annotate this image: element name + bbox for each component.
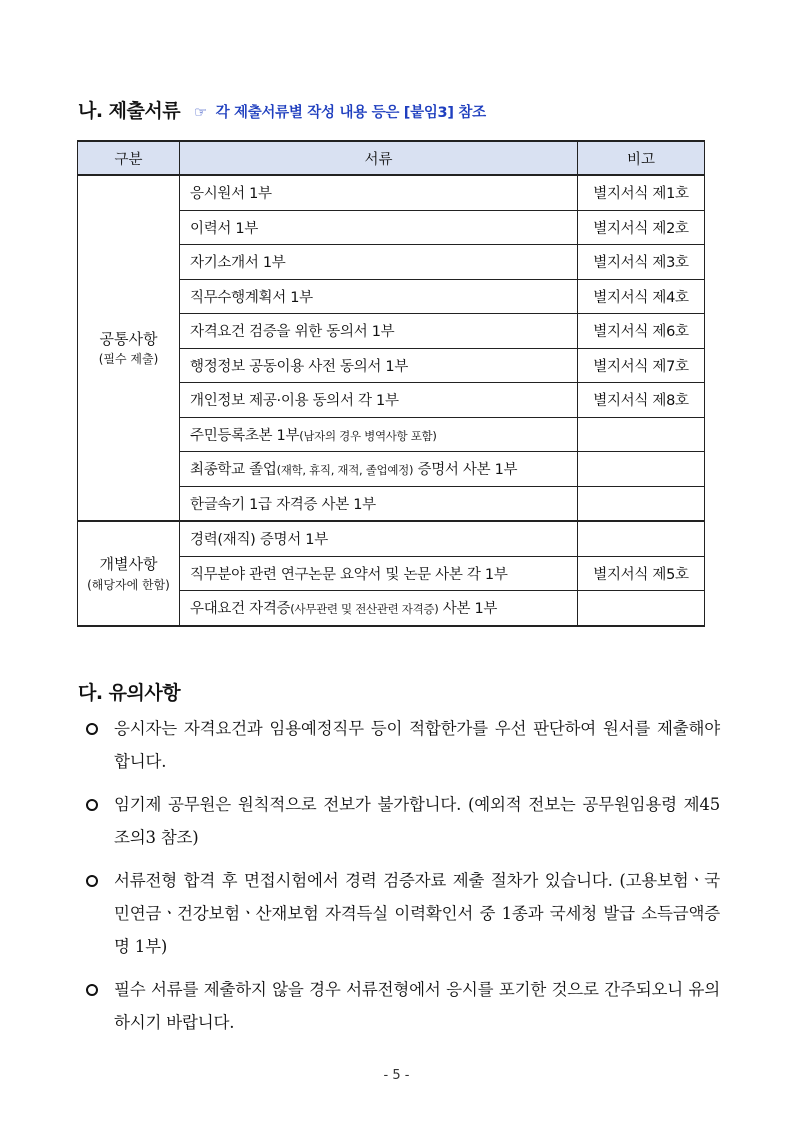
page-number: - 5 - (383, 1068, 410, 1083)
document-name: 직무수행계획서 1부 (190, 289, 313, 306)
document-cell (180, 486, 578, 521)
circle-bullet-icon (86, 723, 98, 735)
remark-cell: 별지서식 제6호 (578, 314, 705, 349)
document-name: 자격요건 검증을 위한 동의서 1부 (190, 324, 395, 341)
list-item (84, 973, 720, 1039)
table-row (78, 521, 705, 556)
list-item (84, 712, 720, 778)
document-cell (180, 383, 578, 418)
notes-list (84, 712, 720, 1049)
circle-bullet-icon (86, 984, 98, 996)
table-row (78, 175, 705, 210)
document-name: 직무분야 관련 연구논문 요약서 및 논문 사본 각 1부 (190, 566, 508, 583)
category-sublabel: (필수 제출) (98, 352, 159, 367)
category-label: 공통사항 (99, 329, 158, 348)
header-document: 서류 (180, 141, 578, 175)
document-cell (180, 210, 578, 245)
remark-cell: 별지서식 제4호 (578, 279, 705, 314)
document-cell (180, 175, 578, 210)
remark-cell: 별지서식 제8호 (578, 383, 705, 418)
document-name: 자기소개서 1부 (190, 255, 286, 272)
document-cell (180, 348, 578, 383)
header-remark: 비고 (578, 141, 705, 175)
document-name: 응시원서 1부 (190, 186, 272, 203)
header-category: 구분 (78, 141, 180, 175)
remark-cell: 별지서식 제1호 (578, 175, 705, 210)
remark-cell: 별지서식 제3호 (578, 245, 705, 280)
document-note: (사무관련 및 전산관련 자격증) (290, 602, 439, 617)
section-na-header (78, 96, 486, 123)
document-name: 행정정보 공동이용 사전 동의서 1부 (190, 358, 409, 375)
category-sublabel: (해당자에 한함) (87, 577, 170, 592)
remark-cell (578, 521, 705, 556)
document-cell (180, 556, 578, 591)
document-name-tail: 사본 1부 (438, 601, 498, 618)
document-cell (180, 521, 578, 556)
note-text: 필수 서류를 제출하지 않을 경우 서류전형에서 응시를 포기한 것으로 간주되오니 유의하시기 바랍니다. (114, 980, 720, 1032)
document-name: 이력서 1부 (190, 220, 259, 237)
circle-bullet-icon (86, 799, 98, 811)
document-cell (180, 245, 578, 280)
circle-bullet-icon (86, 875, 98, 887)
document-name: 개인정보 제공·이용 동의서 각 1부 (190, 393, 399, 410)
note-text: 응시자는 자격요건과 임용예정직무 등이 적합한가를 우선 판단하여 원서를 제출해야 합니다. (114, 719, 720, 771)
category-cell (78, 521, 180, 626)
section-na-heading: 나. 제출서류 (78, 100, 181, 122)
document-name: 한글속기 1급 자격증 사본 1부 (190, 496, 376, 513)
document-cell (180, 417, 578, 452)
note-text: 임기제 공무원은 원칙적으로 전보가 불가합니다. (예외적 전보는 공무원임용령 제45조의3 참조) (114, 795, 720, 847)
category-cell (78, 175, 180, 521)
document-name-tail: 증명서 사본 1부 (413, 462, 518, 479)
list-item (84, 788, 720, 854)
remark-cell: 별지서식 제7호 (578, 348, 705, 383)
document-name: 주민등록초본 1부 (190, 427, 300, 444)
section-da-heading: 다. 유의사항 (78, 682, 181, 704)
list-item (84, 864, 720, 963)
document-name: 우대요건 자격증 (190, 601, 291, 618)
remark-cell: 별지서식 제5호 (578, 556, 705, 591)
section-na-note (194, 101, 486, 122)
remark-cell (578, 417, 705, 452)
document-name: 경력(재직) 증명서 1부 (190, 532, 328, 549)
remark-cell (578, 591, 705, 626)
remark-cell: 별지서식 제2호 (578, 210, 705, 245)
section-na-note-text: 각 제출서류별 작성 내용 등은 [붙임3] 참조 (215, 105, 486, 121)
remark-cell (578, 486, 705, 521)
documents-table (77, 140, 705, 627)
note-text: 서류전형 합격 후 면접시험에서 경력 검증자료 제출 절차가 있습니다. (고용보험ㆍ국민연금ㆍ건강보험ㆍ산재보험 자격득실 이력확인서 중 1종과 국세청 발급 소득금액증명 1부) (114, 871, 720, 956)
document-cell (180, 279, 578, 314)
pointing-hand-icon: ☞ (194, 105, 207, 121)
table-header-row (78, 141, 705, 175)
document-cell (180, 452, 578, 487)
remark-cell (578, 452, 705, 487)
document-note: (남자의 경우 병역사항 포함) (299, 428, 437, 443)
category-label: 개별사항 (99, 555, 158, 573)
document-cell (180, 591, 578, 626)
document-name: 최종학교 졸업 (190, 462, 277, 479)
document-note: (재학, 휴직, 재적, 졸업예정) (276, 463, 414, 478)
document-cell (180, 314, 578, 349)
